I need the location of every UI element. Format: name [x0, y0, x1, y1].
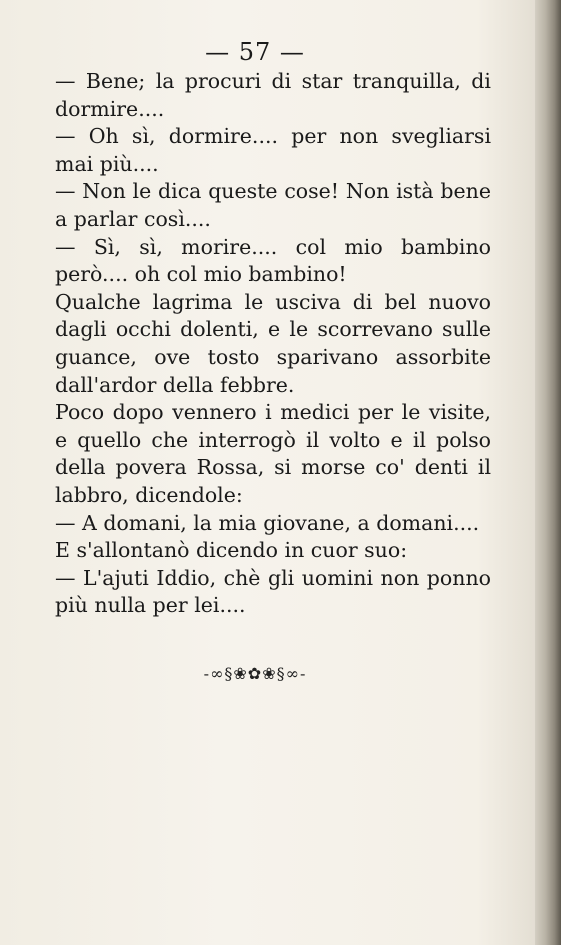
page-body-text [55, 68, 491, 620]
paragraph-4: — Sì, sì, morire.... col mio bambino però.... oh col mio bambino! [55, 234, 491, 287]
ornament-divider: -∞§❀✿❀§∞- [203, 664, 307, 683]
paragraph-6: Poco dopo vennero i medici per le visite, e quello che interrogò il volto e il polso della povera Rossa, si morse co' denti il labbro, dicendole: [55, 400, 491, 507]
paragraph-9: — L'ajuti Iddio, chè gli uomini non ponno più nulla per lei.... [55, 565, 491, 618]
page-number: — 57 — [205, 38, 305, 66]
paragraph-2: — Oh sì, dormire.... per non svegliarsi mai più.... [55, 124, 491, 176]
paragraph-1: — Bene; la procuri di star tranquilla, di dormire.... [55, 69, 491, 121]
page-binding-edge [535, 0, 561, 945]
paragraph-7: — A domani, la mia giovane, a domani.... [55, 510, 480, 535]
paragraph-8: E s'allontanò dicendo in cuor suo: [55, 538, 408, 563]
paragraph-5: Qualche lagrima le usciva di bel nuovo dagli occhi dolenti, e le scorrevano sulle guance, ove tosto sparivano assorbite dall'ardor della febbre. [55, 289, 491, 397]
paragraph-3: — Non le dica queste cose! Non istà bene a parlar così.... [55, 179, 491, 231]
